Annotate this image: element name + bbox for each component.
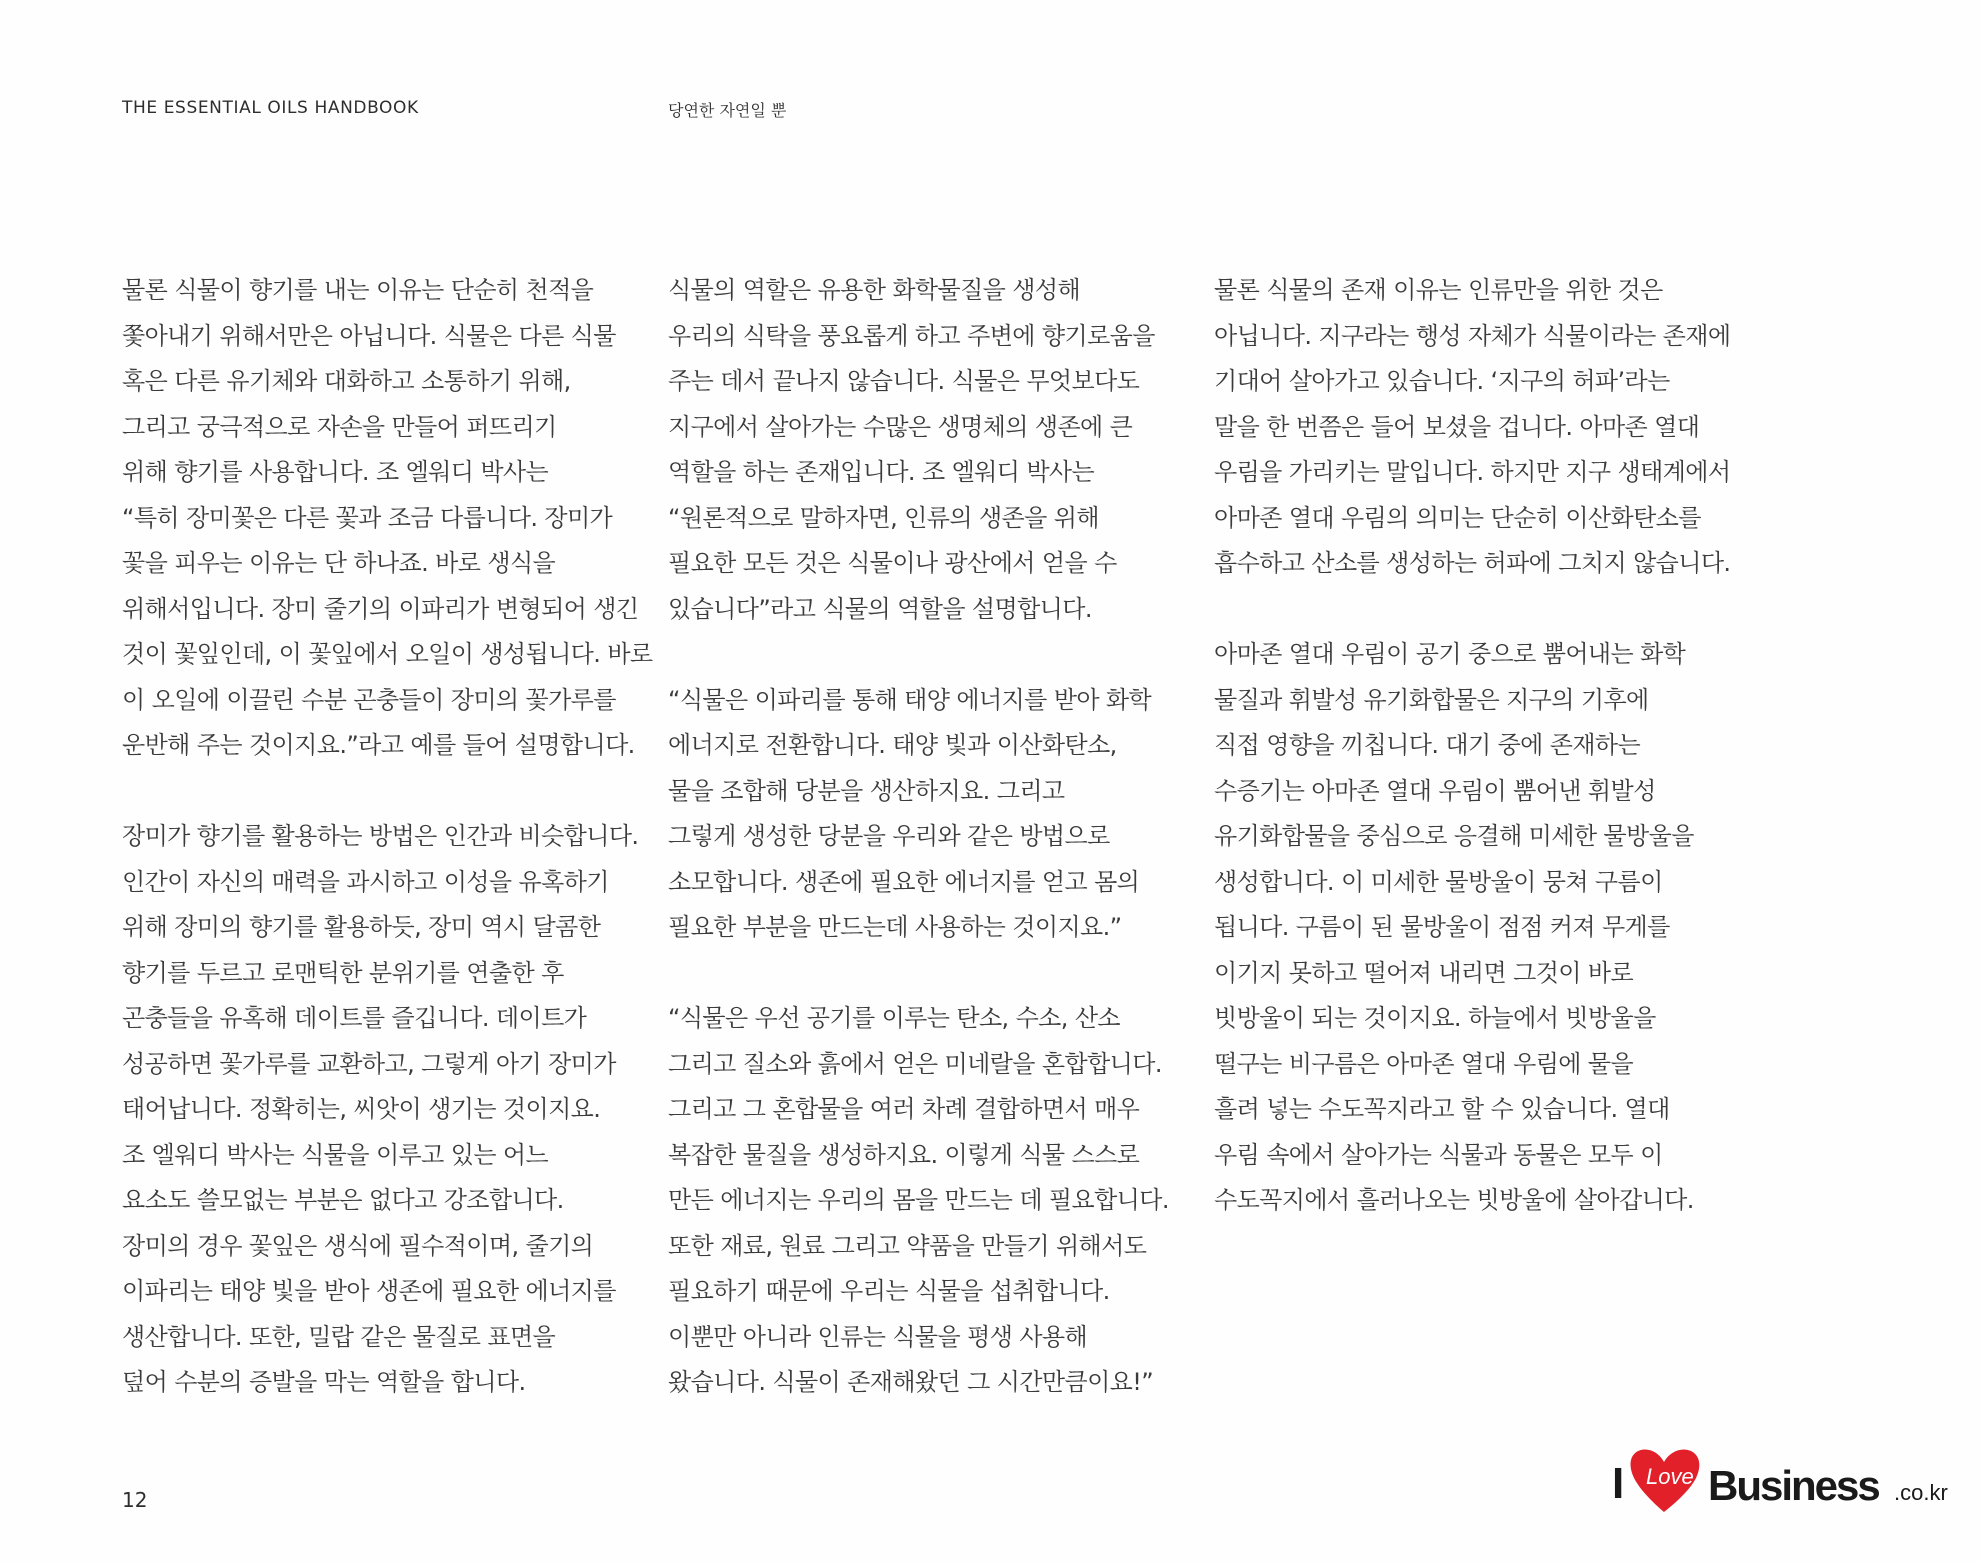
text-line: 쫓아내기 위해서만은 아닙니다. 식물은 다른 식물 (122, 321, 616, 350)
paragraph (122, 268, 653, 769)
text-line: 이기지 못하고 떨어져 내리면 그것이 바로 (1214, 958, 1634, 987)
text-line: 빗방울이 되는 것이지요. 하늘에서 빗방울을 (1214, 1004, 1656, 1032)
text-column-1 (122, 268, 653, 1406)
text-line: 아닙니다. 지구라는 행성 자체가 식물이라는 존재에 (1214, 321, 1731, 350)
text-line: 만든 에너지는 우리의 몸을 만드는 데 필요합니다. (668, 1186, 1169, 1214)
paragraph (1214, 632, 1730, 1224)
paragraph (668, 678, 1169, 951)
text-line: 왔습니다. 식물이 존재해왔던 그 시간만큼이요!” (668, 1368, 1154, 1396)
text-line: 흘려 넣는 수도꼭지라고 할 수 있습니다. 열대 (1214, 1095, 1670, 1123)
text-line: 수도꼭지에서 흘러나오는 빗방울에 살아갑니다. (1214, 1186, 1694, 1214)
text-line: 아마존 열대 우림이 공기 중으로 뿜어내는 화학 (1214, 640, 1686, 668)
text-line: 인간이 자신의 매력을 과시하고 이성을 유혹하기 (122, 867, 609, 896)
text-line: 식물의 역할은 유용한 화학물질을 생성해 (668, 276, 1081, 304)
text-line: 역할을 하는 존재입니다. 조 엘워디 박사는 (668, 458, 1095, 486)
paragraph (668, 996, 1169, 1406)
text-line: 이파리는 태양 빛을 받아 생존에 필요한 에너지를 (122, 1277, 616, 1305)
text-line: “특히 장미꽃은 다른 꽃과 조금 다릅니다. 장미가 (122, 503, 613, 532)
text-line: 유기화합물을 중심으로 응결해 미세한 물방울을 (1214, 822, 1694, 850)
text-line: 요소도 쓸모없는 부분은 없다고 강조합니다. (122, 1186, 564, 1214)
text-line: 우림 속에서 살아가는 식물과 동물은 모두 이 (1214, 1140, 1663, 1169)
chapter-title-header: 당연한 자연일 뿐 (668, 101, 787, 120)
text-line: “원론적으로 말하자면, 인류의 생존을 위해 (668, 503, 1099, 532)
text-line: 우리의 식탁을 풍요롭게 하고 주변에 향기로움을 (668, 321, 1155, 350)
text-line: 또한 재료, 원료 그리고 약품을 만들기 위해서도 (668, 1231, 1147, 1260)
paragraph (122, 814, 653, 1406)
text-line: 말을 한 번쯤은 들어 보셨을 겁니다. 아마존 열대 (1214, 412, 1700, 441)
watermark-business: Business (1708, 1462, 1879, 1509)
text-line: 곤충들을 유혹해 데이트를 즐깁니다. 데이트가 (122, 1004, 587, 1032)
page-number: 12 (122, 1488, 148, 1512)
text-line: 혹은 다른 유기체와 대화하고 소통하기 위해, (122, 367, 571, 395)
paragraph (1214, 268, 1730, 587)
paragraph (668, 268, 1169, 632)
text-line: 에너지로 전환합니다. 태양 빛과 이산화탄소, (668, 731, 1117, 759)
text-line: 수증기는 아마존 열대 우림이 뿜어낸 휘발성 (1214, 776, 1656, 805)
text-line: 운반해 주는 것이지요.”라고 예를 들어 설명합니다. (122, 731, 635, 759)
book-title-header: THE ESSENTIAL OILS HANDBOOK (122, 98, 419, 118)
watermark-love: Love (1646, 1464, 1694, 1489)
text-line: 향기를 두르고 로맨틱한 분위기를 연출한 후 (122, 958, 564, 987)
text-line: 것이 꽃잎인데, 이 꽃잎에서 오일이 생성됩니다. 바로 (122, 640, 653, 668)
text-line: 장미가 향기를 활용하는 방법은 인간과 비슷합니다. (122, 822, 639, 850)
text-line: 그렇게 생성한 당분을 우리와 같은 방법으로 (668, 822, 1110, 850)
text-line: 위해 향기를 사용합니다. 조 엘워디 박사는 (122, 458, 549, 486)
text-line: 필요한 부분을 만드는데 사용하는 것이지요.” (668, 913, 1122, 941)
text-column-3 (1214, 268, 1730, 1224)
text-line: 꽃을 피우는 이유는 단 하나죠. 바로 생식을 (122, 549, 556, 577)
text-line: 아마존 열대 우림의 의미는 단순히 이산화탄소를 (1214, 503, 1701, 532)
text-line: 떨구는 비구름은 아마존 열대 우림에 물을 (1214, 1049, 1634, 1078)
text-line: 우림을 가리키는 말입니다. 하지만 지구 생태계에서 (1214, 458, 1731, 486)
text-line: 성공하면 꽃가루를 교환하고, 그렇게 아기 장미가 (122, 1049, 616, 1078)
text-line: 생산합니다. 또한, 밀랍 같은 물질로 표면을 (122, 1322, 556, 1351)
watermark-i: I (1612, 1459, 1625, 1508)
text-line: 위해서입니다. 장미 줄기의 이파리가 변형되어 생긴 (122, 594, 639, 623)
text-line: 복잡한 물질을 생성하지요. 이렇게 식물 스스로 (668, 1140, 1140, 1169)
text-line: 기대어 살아가고 있습니다. ‘지구의 허파’라는 (1214, 367, 1670, 395)
text-line: 직접 영향을 끼칩니다. 대기 중에 존재하는 (1214, 731, 1641, 759)
text-line: 생성합니다. 이 미세한 물방울이 뭉쳐 구름이 (1214, 867, 1663, 896)
text-line: “식물은 우선 공기를 이루는 탄소, 수소, 산소 (668, 1004, 1120, 1032)
text-line: 됩니다. 구름이 된 물방울이 점점 커져 무게를 (1214, 913, 1670, 941)
text-line: 있습니다”라고 식물의 역할을 설명합니다. (668, 594, 1092, 623)
text-line: 그리고 그 혼합물을 여러 차례 결합하면서 매우 (668, 1095, 1140, 1123)
text-line: 물질과 휘발성 유기화합물은 지구의 기후에 (1214, 685, 1649, 714)
text-line: 덮어 수분의 증발을 막는 역할을 합니다. (122, 1368, 526, 1396)
text-line: “식물은 이파리를 통해 태양 에너지를 받아 화학 (668, 685, 1152, 714)
text-line: 물론 식물이 향기를 내는 이유는 단순히 천적을 (122, 276, 594, 304)
text-line: 소모합니다. 생존에 필요한 에너지를 얻고 몸의 (668, 867, 1140, 896)
text-line: 장미의 경우 꽃잎은 생식에 필수적이며, 줄기의 (122, 1231, 594, 1260)
text-column-2 (668, 268, 1169, 1406)
text-line: 태어납니다. 정확히는, 씨앗이 생기는 것이지요. (122, 1095, 601, 1123)
text-line: 필요하기 때문에 우리는 식물을 섭취합니다. (668, 1277, 1110, 1305)
text-line: 위해 장미의 향기를 활용하듯, 장미 역시 달콤한 (122, 913, 601, 941)
text-line: 조 엘워디 박사는 식물을 이루고 있는 어느 (122, 1140, 549, 1169)
text-line: 주는 데서 끝나지 않습니다. 식물은 무엇보다도 (668, 367, 1140, 395)
text-line: 이 오일에 이끌린 수분 곤충들이 장미의 꽃가루를 (122, 685, 616, 714)
text-line: 그리고 궁극적으로 자손을 만들어 퍼뜨리기 (122, 412, 557, 441)
text-line: 필요한 모든 것은 식물이나 광산에서 얻을 수 (668, 549, 1117, 577)
text-line: 물을 조합해 당분을 생산하지요. 그리고 (668, 776, 1065, 805)
text-line: 지구에서 살아가는 수많은 생명체의 생존에 큰 (668, 412, 1133, 441)
text-line: 그리고 질소와 흙에서 얻은 미네랄을 혼합합니다. (668, 1049, 1162, 1078)
watermark-logo (1612, 1440, 1962, 1520)
text-line: 흡수하고 산소를 생성하는 허파에 그치지 않습니다. (1214, 549, 1731, 577)
text-line: 물론 식물의 존재 이유는 인류만을 위한 것은 (1214, 276, 1663, 304)
watermark-domain: .co.kr (1894, 1480, 1948, 1505)
text-line: 이뿐만 아니라 인류는 식물을 평생 사용해 (668, 1322, 1088, 1351)
